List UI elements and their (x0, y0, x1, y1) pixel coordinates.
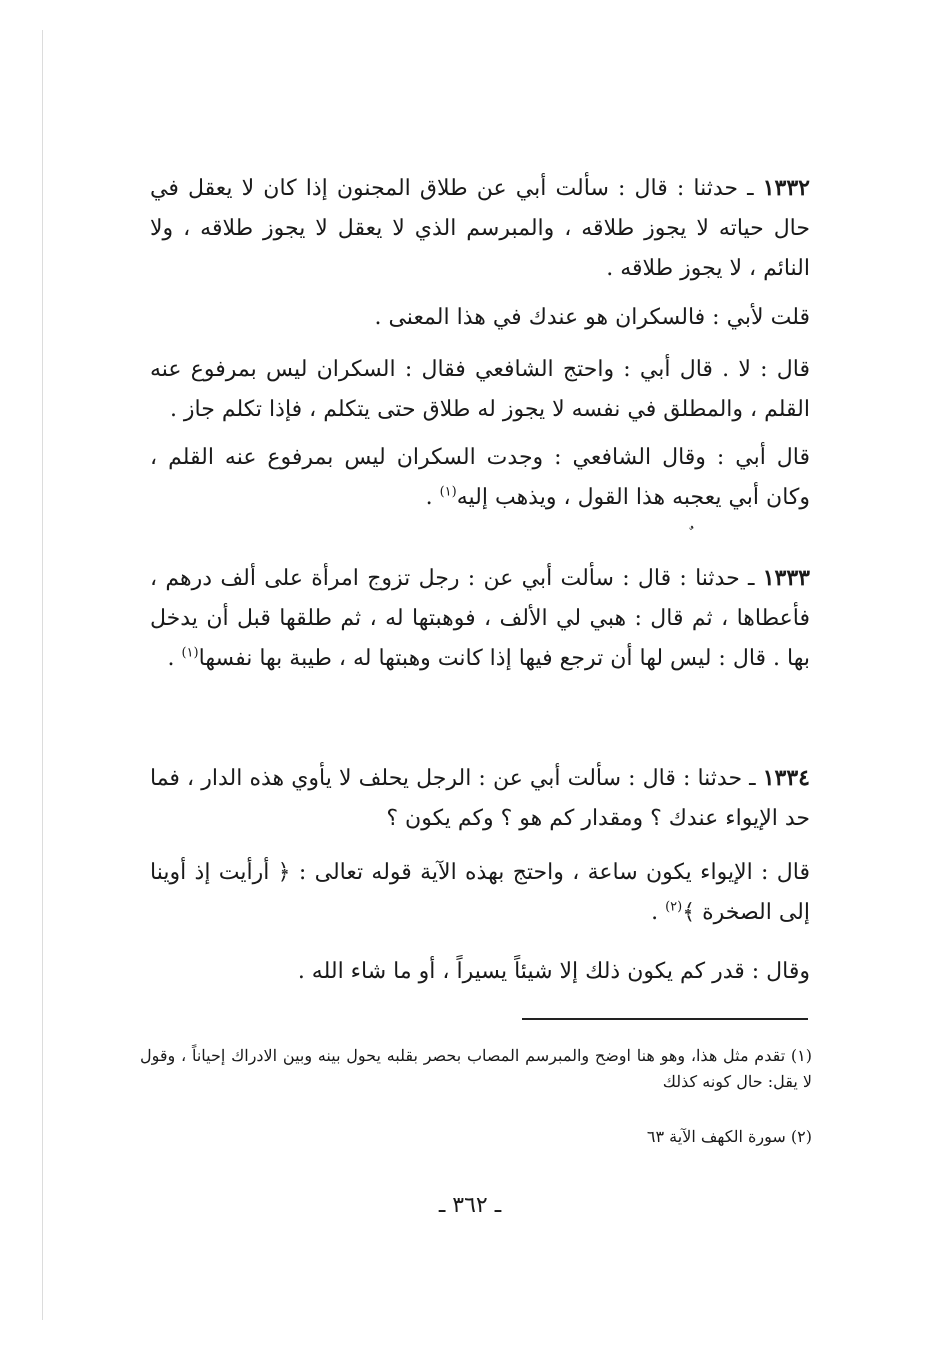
shafii-paragraph (150, 438, 810, 518)
entry-text: ـ حدثنا : قال : سألت أبي عن طلاق المجنون إذا كان لا يعقل في حال حياته لا يجوز طلاقه ، والمبرسم الذي لا يعقل لا يجوز طلاقه ، ولا النائم ، لا يجوز طلاقه . (150, 176, 810, 281)
entry-number: ١٣٣٣ (762, 565, 810, 591)
footnote-separator (522, 1018, 808, 1020)
paragraph-tail: . (167, 646, 182, 671)
entry-text: ـ حدثنا : قال : سألت أبي عن : الرجل يحلف لا يأوي هذه الدار ، فما حد الإيواء عندك ؟ ومقدار كم هو ؟ وكم يكون ؟ (150, 766, 810, 831)
footnote-2: (٢) سورة الكهف الآية ٦٣ (646, 1127, 812, 1146)
entry-1332 (150, 168, 810, 289)
paragraph-tail: . (425, 485, 440, 510)
entry-number: ١٣٣٢ (762, 175, 810, 201)
closing-paragraph: وقال : قدر كم يكون ذلك إلا شيئاً يسيراً ، أو ما شاء الله . (297, 959, 810, 984)
paragraph-text: قال أبي : وقال الشافعي : وجدت السكران ليس بمرفوع عنه القلم ، وكان أبي يعجبه هذا القول ، ويذهب إليه (150, 445, 810, 510)
footnote-1: (١) تقدم مثل هذا، وهو هنا اوضح والمبرسم المصاب بحصر بقلبه يحول بينه وبين الادراك إحياناً ، وقول لا يقل: حال كونه كذلك (140, 1046, 812, 1091)
question-paragraph: قلت لأبي : فالسكران هو عندك في هذا المعنى . (374, 305, 810, 330)
footnote-ref: (١) (439, 484, 457, 500)
footnote-ref: (١) (181, 645, 199, 661)
answer-paragraph: قال : لا . قال أبي : واحتج الشافعي فقال : السكران ليس بمرفوع عنه القلم ، والمطلق في نفسه لا يجوز له طلاق حتى يتكلم ، فإذا تكلم جاز . (150, 357, 810, 422)
footnote-ref: (٢) (665, 899, 683, 915)
entry-number: ١٣٣٤ (762, 765, 810, 791)
paragraph-tail: . (651, 900, 666, 925)
verse-paragraph (150, 853, 810, 933)
scan-margin-line (42, 30, 43, 1320)
paragraph-text: قال : الإيواء يكون ساعة ، واحتج بهذه الآية قوله تعالى : ﴿ أرأيت إذ أوينا إلى الصخرة ﴾ (150, 860, 810, 925)
entry-1333 (150, 558, 810, 679)
entry-text: ـ حدثنا : قال : سألت أبي عن : رجل تزوج امرأة على ألف درهم ، فأعطاها ، ثم قال : هبي لي الألف ، فوهبتها له ، ثم طلقها قبل أن يدخل بها . قال : ليس لها أن ترجع فيها إذا كانت وهبتها له ، طيبة بها نفسها (150, 566, 810, 671)
entry-1334 (150, 758, 810, 839)
page-number: ـ ٣٦٢ ـ (438, 1193, 502, 1218)
